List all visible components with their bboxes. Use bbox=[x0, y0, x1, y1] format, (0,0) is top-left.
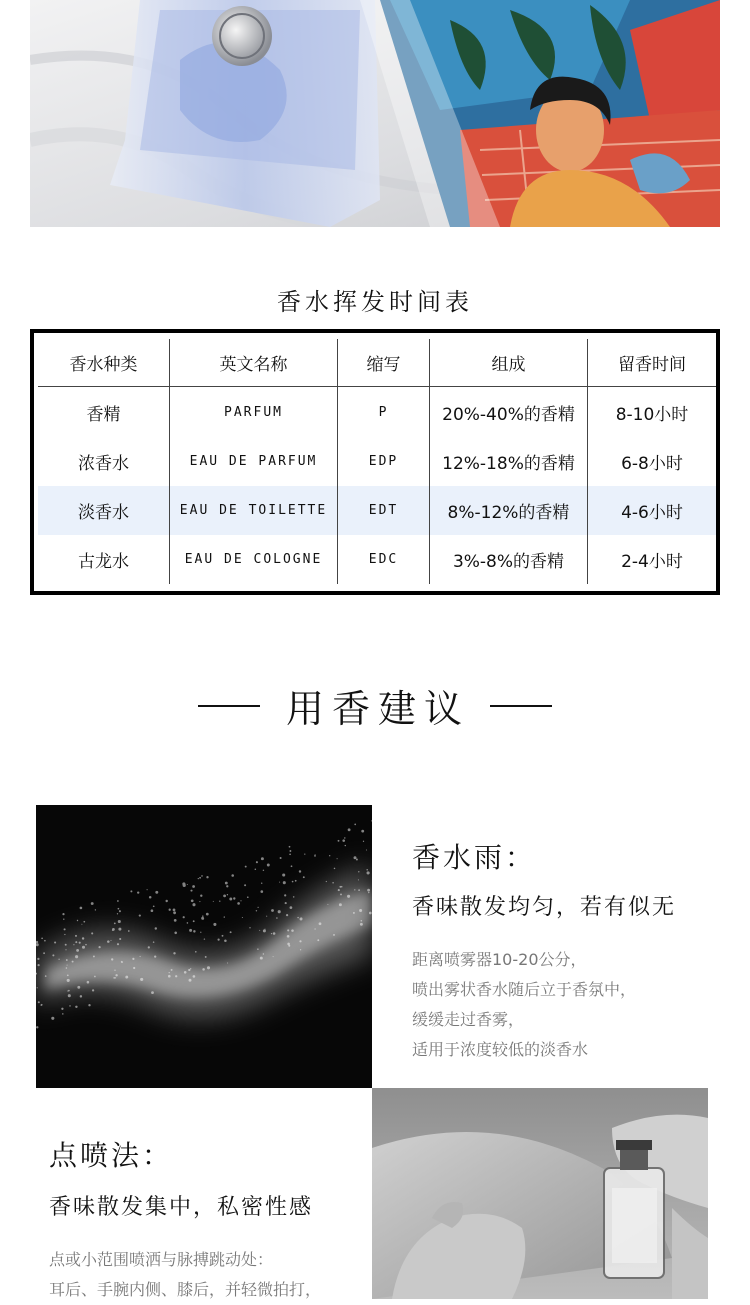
method-desc-line: 缓缓走过香雾， bbox=[412, 1010, 525, 1029]
method-title: 香水雨： bbox=[412, 841, 537, 874]
table-cell-type: 浓香水 bbox=[38, 437, 170, 486]
table-cell-type: 古龙水 bbox=[38, 535, 170, 584]
heading-divider-right bbox=[490, 705, 552, 707]
table-cell-type: 香精 bbox=[38, 387, 170, 437]
table-cell-abbr: EDC bbox=[338, 535, 430, 584]
table-header: 香水种类 bbox=[38, 339, 170, 387]
method-desc-line: 适用于浓度较低的淡香水 bbox=[412, 1040, 589, 1059]
method-title: 点喷法： bbox=[49, 1139, 174, 1172]
advice-heading bbox=[0, 678, 750, 733]
method-desc-line: 耳后、手腕内侧、膝后，并轻微拍打， bbox=[49, 1280, 322, 1299]
method-desc-line: 距离喷雾器10-20公分， bbox=[412, 950, 587, 969]
table-cell-english: EAU DE COLOGNE bbox=[170, 535, 338, 584]
table-cell-composition: 8%-12%的香精 bbox=[430, 486, 588, 535]
table-header: 留香时间 bbox=[588, 339, 716, 387]
mist-spray-image bbox=[36, 805, 372, 1088]
table-cell-duration: 8-10小时 bbox=[615, 404, 689, 425]
table-cell-abbr: EDP bbox=[338, 437, 430, 486]
method-description bbox=[412, 945, 732, 1065]
table-cell-composition: 20%-40%的香精 bbox=[430, 387, 588, 437]
advice-heading-text: 用香建议 bbox=[285, 687, 470, 731]
hero-image bbox=[30, 0, 720, 227]
table-cell-english: EAU DE PARFUM bbox=[170, 437, 338, 486]
table-cell-type: 淡香水 bbox=[38, 486, 170, 535]
table-header: 英文名称 bbox=[170, 339, 338, 387]
method-subtitle: 香味散发均匀，若有似无 bbox=[412, 895, 677, 920]
table-header: 组成 bbox=[430, 339, 588, 387]
method-desc-line: 喷出雾状香水随后立于香氛中， bbox=[412, 980, 637, 999]
method-spot-spray bbox=[49, 1134, 369, 1305]
hand-spray-image bbox=[372, 1088, 708, 1299]
method-subtitle: 香味散发集中，私密性感 bbox=[49, 1195, 314, 1220]
table-cell-duration: 4-6小时 bbox=[588, 486, 716, 535]
table-cell-english: EAU DE TOILETTE bbox=[170, 486, 338, 535]
table-cell-abbr: P bbox=[338, 387, 430, 437]
method-desc-line: 点或小范围喷洒与脉搏跳动处： bbox=[49, 1250, 274, 1269]
table-cell-english: PARFUM bbox=[170, 387, 338, 437]
perfume-table bbox=[30, 329, 720, 595]
table-cell-abbr: EDT bbox=[338, 486, 430, 535]
table-cell-duration: 2-4小时 bbox=[621, 552, 683, 572]
method-mist-rain bbox=[412, 836, 732, 1065]
table-cell-composition: 3%-8%的香精 bbox=[430, 535, 588, 584]
table-cell-duration: 6-8小时 bbox=[621, 454, 683, 474]
table-cell-composition: 12%-18%的香精 bbox=[430, 437, 588, 486]
table-title: 香水挥发时间表 bbox=[277, 288, 473, 316]
method-description bbox=[49, 1245, 369, 1305]
table-header: 缩写 bbox=[338, 339, 430, 387]
heading-divider-left bbox=[198, 705, 260, 707]
